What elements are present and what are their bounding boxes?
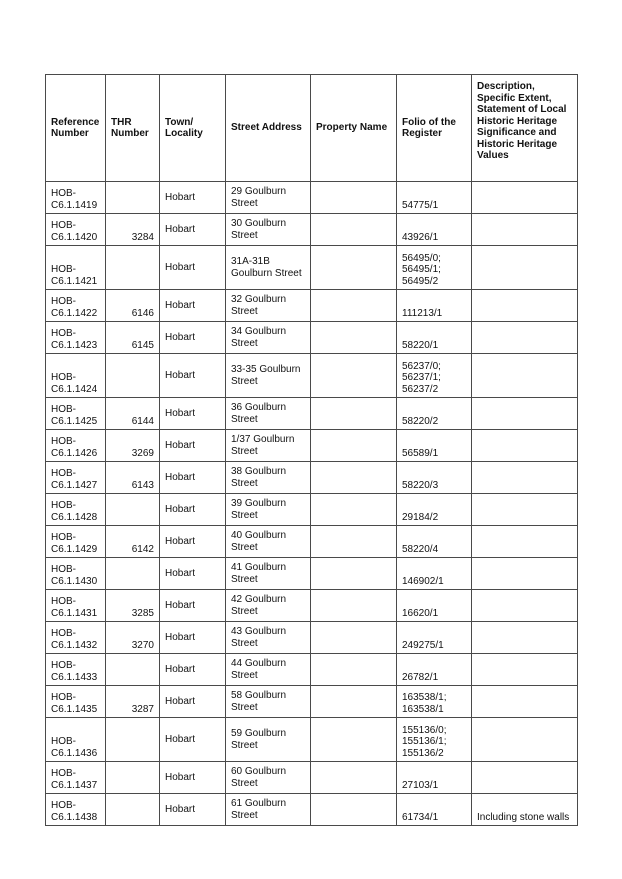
thr-number-cell <box>106 354 160 398</box>
thr-number-cell: 3285 <box>106 590 160 622</box>
thr-number-cell: 3287 <box>106 686 160 718</box>
thr-number-cell: 3284 <box>106 214 160 246</box>
street-address-cell: 38 Goulburn Street <box>226 462 311 494</box>
description-cell <box>472 354 578 398</box>
thr-number-cell <box>106 494 160 526</box>
reference-number-cell: HOB-C6.1.1433 <box>46 654 106 686</box>
table-row <box>46 430 578 462</box>
description-cell: Including stone walls <box>472 794 578 826</box>
table-row <box>46 762 578 794</box>
table-row <box>46 654 578 686</box>
reference-number-cell: HOB-C6.1.1423 <box>46 322 106 354</box>
heritage-register-table <box>45 74 578 826</box>
property-name-cell <box>311 430 397 462</box>
table-row <box>46 686 578 718</box>
thr-number-cell <box>106 654 160 686</box>
town-cell: Hobart <box>160 462 226 494</box>
folio-cell: 29184/2 <box>397 494 472 526</box>
street-address-cell: 40 Goulburn Street <box>226 526 311 558</box>
town-cell: Hobart <box>160 214 226 246</box>
folio-cell: 27103/1 <box>397 762 472 794</box>
town-cell: Hobart <box>160 526 226 558</box>
property-name-cell <box>311 322 397 354</box>
reference-number-cell: HOB-C6.1.1420 <box>46 214 106 246</box>
thr-number-cell: 6142 <box>106 526 160 558</box>
folio-cell: 26782/1 <box>397 654 472 686</box>
header-reference-number: Reference Number <box>46 75 106 182</box>
property-name-cell <box>311 654 397 686</box>
table-row <box>46 354 578 398</box>
reference-number-cell: HOB-C6.1.1424 <box>46 354 106 398</box>
description-cell <box>472 494 578 526</box>
folio-cell: 54775/1 <box>397 182 472 214</box>
header-row <box>46 75 578 182</box>
table-row <box>46 590 578 622</box>
thr-number-cell <box>106 762 160 794</box>
description-cell <box>472 214 578 246</box>
description-cell <box>472 290 578 322</box>
street-address-cell: 44 Goulburn Street <box>226 654 311 686</box>
property-name-cell <box>311 794 397 826</box>
reference-number-cell: HOB-C6.1.1431 <box>46 590 106 622</box>
town-cell: Hobart <box>160 290 226 322</box>
description-cell <box>472 462 578 494</box>
thr-number-cell: 6146 <box>106 290 160 322</box>
thr-number-cell <box>106 182 160 214</box>
table-row <box>46 182 578 214</box>
thr-number-cell: 6144 <box>106 398 160 430</box>
header-street-address: Street Address <box>226 75 311 182</box>
property-name-cell <box>311 290 397 322</box>
property-name-cell <box>311 398 397 430</box>
town-cell: Hobart <box>160 430 226 462</box>
description-cell <box>472 654 578 686</box>
property-name-cell <box>311 462 397 494</box>
table-row <box>46 214 578 246</box>
folio-cell: 43926/1 <box>397 214 472 246</box>
description-cell <box>472 590 578 622</box>
reference-number-cell: HOB-C6.1.1432 <box>46 622 106 654</box>
town-cell: Hobart <box>160 494 226 526</box>
reference-number-cell: HOB-C6.1.1437 <box>46 762 106 794</box>
street-address-cell: 59 Goulburn Street <box>226 718 311 762</box>
property-name-cell <box>311 354 397 398</box>
property-name-cell <box>311 590 397 622</box>
description-cell <box>472 246 578 290</box>
table-row <box>46 794 578 826</box>
reference-number-cell: HOB-C6.1.1427 <box>46 462 106 494</box>
street-address-cell: 61 Goulburn Street <box>226 794 311 826</box>
property-name-cell <box>311 558 397 590</box>
folio-cell: 61734/1 <box>397 794 472 826</box>
street-address-cell: 42 Goulburn Street <box>226 590 311 622</box>
header-thr-number: THR Number <box>106 75 160 182</box>
property-name-cell <box>311 762 397 794</box>
town-cell: Hobart <box>160 558 226 590</box>
reference-number-cell: HOB-C6.1.1438 <box>46 794 106 826</box>
town-cell: Hobart <box>160 686 226 718</box>
table-row <box>46 718 578 762</box>
thr-number-cell: 3270 <box>106 622 160 654</box>
reference-number-cell: HOB-C6.1.1436 <box>46 718 106 762</box>
table-row <box>46 622 578 654</box>
folio-cell: 58220/4 <box>397 526 472 558</box>
street-address-cell: 39 Goulburn Street <box>226 494 311 526</box>
thr-number-cell: 6145 <box>106 322 160 354</box>
street-address-cell: 30 Goulburn Street <box>226 214 311 246</box>
reference-number-cell: HOB-C6.1.1425 <box>46 398 106 430</box>
town-cell: Hobart <box>160 182 226 214</box>
property-name-cell <box>311 718 397 762</box>
reference-number-cell: HOB-C6.1.1426 <box>46 430 106 462</box>
thr-number-cell: 6143 <box>106 462 160 494</box>
description-cell <box>472 322 578 354</box>
street-address-cell: 36 Goulburn Street <box>226 398 311 430</box>
table-row <box>46 322 578 354</box>
description-cell <box>472 398 578 430</box>
thr-number-cell <box>106 558 160 590</box>
description-cell <box>472 718 578 762</box>
property-name-cell <box>311 214 397 246</box>
folio-cell: 155136/0; 155136/1; 155136/2 <box>397 718 472 762</box>
street-address-cell: 60 Goulburn Street <box>226 762 311 794</box>
table-row <box>46 558 578 590</box>
description-cell <box>472 430 578 462</box>
folio-cell: 58220/3 <box>397 462 472 494</box>
town-cell: Hobart <box>160 718 226 762</box>
description-cell <box>472 558 578 590</box>
description-cell <box>472 622 578 654</box>
town-cell: Hobart <box>160 622 226 654</box>
header-description: Description, Specific Extent, Statement of Local Historic Heritage Significance and Historic Heritage Values <box>472 75 578 182</box>
street-address-cell: 31A-31B Goulburn Street <box>226 246 311 290</box>
street-address-cell: 33-35 Goulburn Street <box>226 354 311 398</box>
town-cell: Hobart <box>160 322 226 354</box>
table-row <box>46 494 578 526</box>
town-cell: Hobart <box>160 398 226 430</box>
town-cell: Hobart <box>160 762 226 794</box>
table-row <box>46 398 578 430</box>
folio-cell: 58220/1 <box>397 322 472 354</box>
reference-number-cell: HOB-C6.1.1428 <box>46 494 106 526</box>
town-cell: Hobart <box>160 654 226 686</box>
property-name-cell <box>311 246 397 290</box>
table-row <box>46 526 578 558</box>
header-town-locality: Town/ Locality <box>160 75 226 182</box>
street-address-cell: 1/37 Goulburn Street <box>226 430 311 462</box>
folio-cell: 56237/0; 56237/1; 56237/2 <box>397 354 472 398</box>
street-address-cell: 32 Goulburn Street <box>226 290 311 322</box>
header-folio: Folio of the Register <box>397 75 472 182</box>
street-address-cell: 29 Goulburn Street <box>226 182 311 214</box>
reference-number-cell: HOB-C6.1.1435 <box>46 686 106 718</box>
table-row <box>46 246 578 290</box>
thr-number-cell: 3269 <box>106 430 160 462</box>
property-name-cell <box>311 686 397 718</box>
property-name-cell <box>311 182 397 214</box>
street-address-cell: 43 Goulburn Street <box>226 622 311 654</box>
folio-cell: 146902/1 <box>397 558 472 590</box>
thr-number-cell <box>106 718 160 762</box>
description-cell <box>472 526 578 558</box>
thr-number-cell <box>106 246 160 290</box>
reference-number-cell: HOB-C6.1.1429 <box>46 526 106 558</box>
reference-number-cell: HOB-C6.1.1430 <box>46 558 106 590</box>
town-cell: Hobart <box>160 794 226 826</box>
reference-number-cell: HOB-C6.1.1421 <box>46 246 106 290</box>
street-address-cell: 34 Goulburn Street <box>226 322 311 354</box>
thr-number-cell <box>106 794 160 826</box>
folio-cell: 16620/1 <box>397 590 472 622</box>
description-cell <box>472 762 578 794</box>
description-cell <box>472 686 578 718</box>
property-name-cell <box>311 526 397 558</box>
folio-cell: 56495/0; 56495/1; 56495/2 <box>397 246 472 290</box>
folio-cell: 163538/1; 163538/1 <box>397 686 472 718</box>
folio-cell: 56589/1 <box>397 430 472 462</box>
street-address-cell: 58 Goulburn Street <box>226 686 311 718</box>
reference-number-cell: HOB-C6.1.1419 <box>46 182 106 214</box>
property-name-cell <box>311 494 397 526</box>
reference-number-cell: HOB-C6.1.1422 <box>46 290 106 322</box>
folio-cell: 249275/1 <box>397 622 472 654</box>
folio-cell: 111213/1 <box>397 290 472 322</box>
property-name-cell <box>311 622 397 654</box>
table-row <box>46 462 578 494</box>
street-address-cell: 41 Goulburn Street <box>226 558 311 590</box>
table-row <box>46 290 578 322</box>
folio-cell: 58220/2 <box>397 398 472 430</box>
town-cell: Hobart <box>160 246 226 290</box>
town-cell: Hobart <box>160 590 226 622</box>
header-property-name: Property Name <box>311 75 397 182</box>
description-cell <box>472 182 578 214</box>
town-cell: Hobart <box>160 354 226 398</box>
